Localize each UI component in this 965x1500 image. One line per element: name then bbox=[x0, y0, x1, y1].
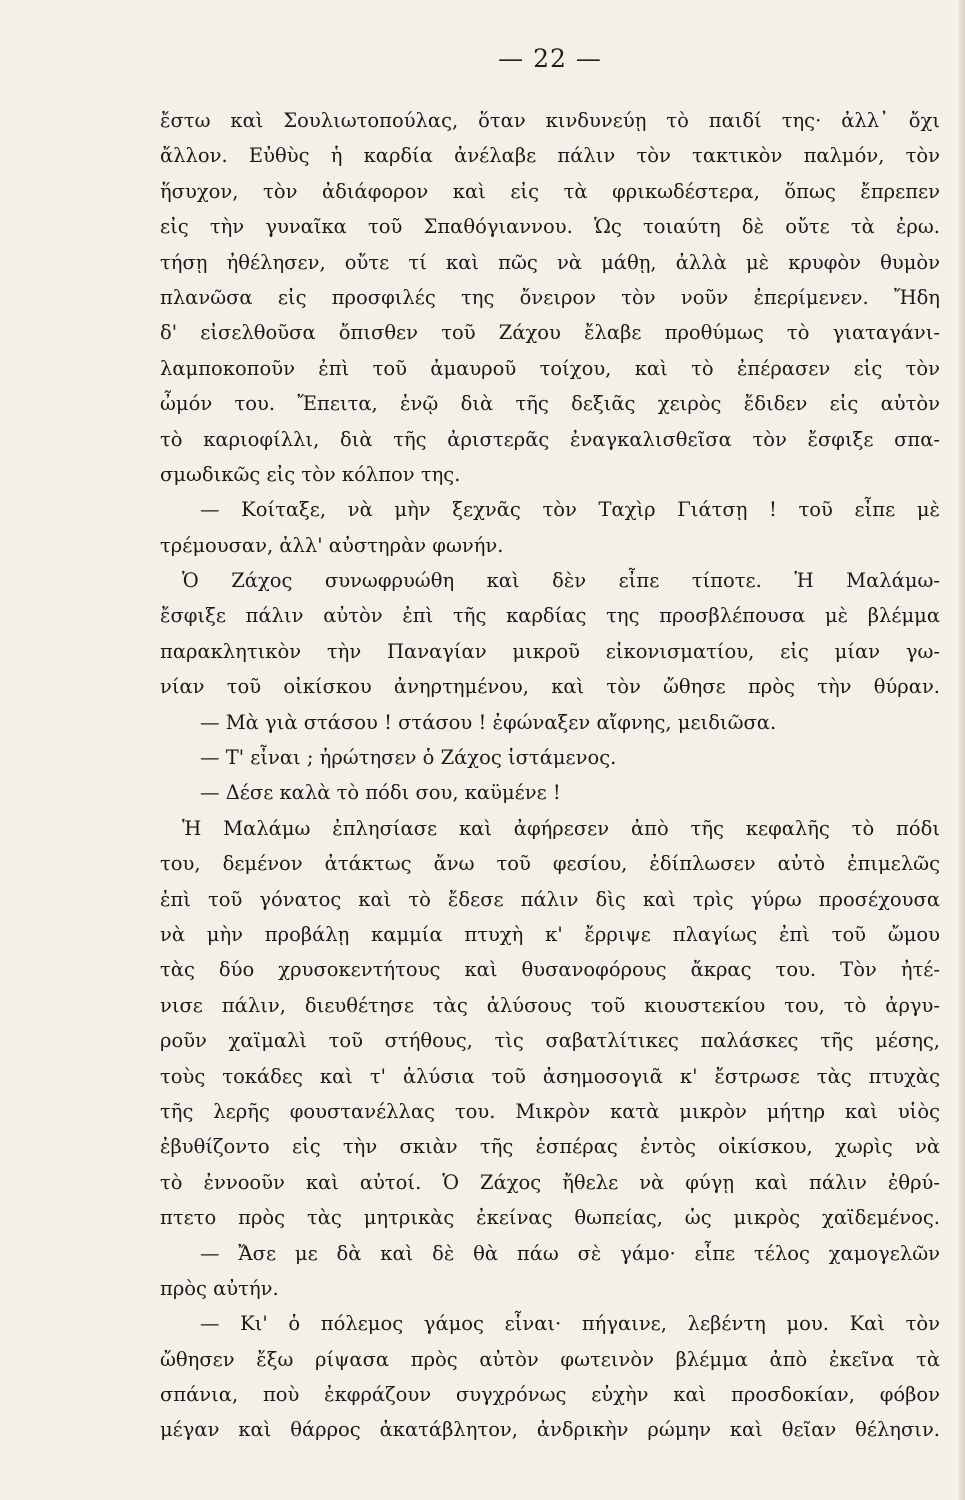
body-text bbox=[160, 103, 940, 1448]
text-line: ὦμόν του. Ἔπειτα, ἐνῷ διὰ τῆς δεξιᾶς χειρὸς ἔδιδεν εἰς αὐτὸν bbox=[160, 392, 940, 416]
text-line: τρέμουσαν, ἀλλ' αὐστηρὰν φωνήν. bbox=[160, 533, 504, 557]
text-line: σμωδικῶς εἰς τὸν κόλπον της. bbox=[160, 462, 461, 486]
text-line: — Μὰ γιὰ στάσου ! στάσου ! ἐφώναξεν αἴφνης, μειδιῶσα. bbox=[200, 710, 777, 734]
text-line: ἥσυχον, τὸν ἀδιάφορον καὶ εἰς τὰ φρικωδέστερα, ὅπως ἔπρεπεν bbox=[160, 179, 940, 203]
text-line: παρακλητικὸν τὴν Παναγίαν μικροῦ εἰκονισματίου, εἰς μίαν γω- bbox=[160, 639, 940, 663]
text-line: τὸ ἐννοοῦν καὶ αὐτοί. Ὁ Ζάχος ἤθελε νὰ φύγῃ καὶ πάλιν ἐθρύ- bbox=[160, 1170, 940, 1194]
text-line: — Ἄσε με δὰ καὶ δὲ θὰ πάω σὲ γάμο· εἶπε τέλος χαμογελῶν bbox=[200, 1241, 940, 1265]
text-line: ἐβυθίζοντο εἰς τὴν σκιὰν τῆς ἑσπέρας ἐντὸς οἰκίσκου, χωρὶς νὰ bbox=[160, 1135, 940, 1159]
text-line: λαμποκοποῦν ἐπὶ τοῦ ἀμαυροῦ τοίχου, καὶ τὸ ἐπέρασεν εἰς τὸν bbox=[160, 356, 940, 380]
text-line: — Τ' εἶναι ; ἠρώτησεν ὁ Ζάχος ἱστάμενος. bbox=[200, 746, 617, 770]
text-line: νὰ μὴν προβάλῃ καμμία πτυχὴ κ' ἔρριψε πλαγίως ἐπὶ τοῦ ὤμου bbox=[160, 922, 940, 946]
text-line: Ἡ Μαλάμω ἐπλησίασε καὶ ἀφήρεσεν ἀπὸ τῆς κεφαλῆς τὸ πόδι bbox=[182, 816, 940, 840]
text-line: πλανῶσα εἰς προσφιλές της ὄνειρον τὸν νοῦν ἐπερίμενεν. Ἤδη bbox=[160, 285, 940, 309]
text-line: τήσῃ ἠθέλησεν, οὔτε τί καὶ πῶς νὰ μάθῃ, ἀλλὰ μὲ κρυφὸν θυμὸν bbox=[160, 250, 940, 274]
text-line: ἐπὶ τοῦ γόνατος καὶ τὸ ἔδεσε πάλιν δὶς καὶ τρὶς γύρω προσέχουσα bbox=[160, 887, 940, 911]
page-number: — 22 — bbox=[498, 44, 602, 73]
text-line: δ' εἰσελθοῦσα ὄπισθεν τοῦ Ζάχου ἔλαβε προθύμως τὸ γιαταγάνι- bbox=[160, 321, 940, 345]
text-line: νίαν τοῦ οἰκίσκου ἀνηρτημένου, καὶ τὸν ὤθησε πρὸς τὴν θύραν. bbox=[160, 675, 940, 699]
text-line: — Κι' ὁ πόλεμος γάμος εἶναι· πήγαινε, λεβέντη μου. Καὶ τὸν bbox=[200, 1312, 940, 1336]
text-line: Ὁ Ζάχος συνωφρυώθη καὶ δὲν εἶπε τίποτε. Ἡ Μαλάμω- bbox=[182, 569, 940, 593]
text-line: τὸ καριοφίλλι, διὰ τῆς ἀριστερᾶς ἐναγκαλισθεῖσα τὸν ἔσφιξε σπα- bbox=[160, 427, 940, 451]
text-line: — Κοίταξε, νὰ μὴν ξεχνᾶς τὸν Ταχὶρ Γιάτσῃ ! τοῦ εἶπε μὲ bbox=[200, 498, 940, 522]
text-line: μέγαν καὶ θάρρος ἀκατάβλητον, ἀνδρικὴν ρώμην καὶ θεῖαν θέλησιν. bbox=[160, 1418, 940, 1442]
text-line: νισε πάλιν, διευθέτησε τὰς ἀλύσους τοῦ κιουστεκίου του, τὸ ἀργυ- bbox=[160, 993, 940, 1017]
text-line: πτετο πρὸς τὰς μητρικὰς ἐκείνας θωπείας, ὡς μικρὸς χαϊδεμένος. bbox=[160, 1206, 940, 1230]
text-line: ἄλλον. Εὐθὺς ἡ καρδία ἀνέλαβε πάλιν τὸν τακτικὸν παλμόν, τὸν bbox=[160, 144, 940, 168]
page-edge-shadow bbox=[959, 0, 965, 1500]
text-line: τὰς δύο χρυσοκεντήτους καὶ θυσανοφόρους ἄκρας του. Τὸν ἠτέ- bbox=[160, 958, 940, 982]
text-line: ὤθησεν ἔξω ρίψασα πρὸς αὐτὸν φωτεινὸν βλέμμα ἀπὸ ἐκεῖνα τὰ bbox=[160, 1347, 940, 1371]
text-line: — Δέσε καλὰ τὸ πόδι σου, καϋμένε ! bbox=[200, 781, 561, 805]
text-line: ἔστω καὶ Σουλιωτοπούλας, ὅταν κινδυνεύῃ τὸ παιδί της· ἀλλ᾽ ὄχι bbox=[160, 109, 940, 132]
text-line: πρὸς αὐτήν. bbox=[160, 1276, 279, 1300]
text-line: τοὺς τοκάδες καὶ τ' ἀλύσια τοῦ ἀσημοσογιᾶ κ' ἔστρωσε τὰς πτυχὰς bbox=[160, 1064, 940, 1088]
text-line: του, δεμένον ἀτάκτως ἄνω τοῦ φεσίου, ἐδίπλωσεν αὐτὸ ἐπιμελῶς bbox=[160, 852, 940, 876]
text-line: σπάνια, ποὺ ἐκφράζουν συγχρόνως εὐχὴν καὶ προσδοκίαν, φόβον bbox=[160, 1383, 940, 1407]
text-line: εἰς τὴν γυναῖκα τοῦ Σπαθόγιαννου. Ὡς τοιαύτη δὲ οὔτε τὰ ἐρω. bbox=[160, 215, 940, 239]
text-line: ἔσφιξε πάλιν αὐτὸν ἐπὶ τῆς καρδίας της προσβλέπουσα μὲ βλέμμα bbox=[160, 604, 940, 628]
text-line: ροῦν χαϊμαλὶ τοῦ στήθους, τὶς σαβατλίτικες παλάσκες τῆς μέσης, bbox=[160, 1029, 940, 1053]
text-line: τῆς λερῆς φουστανέλλας του. Μικρὸν κατὰ μικρὸν μήτηρ καὶ υἱὸς bbox=[160, 1099, 940, 1123]
